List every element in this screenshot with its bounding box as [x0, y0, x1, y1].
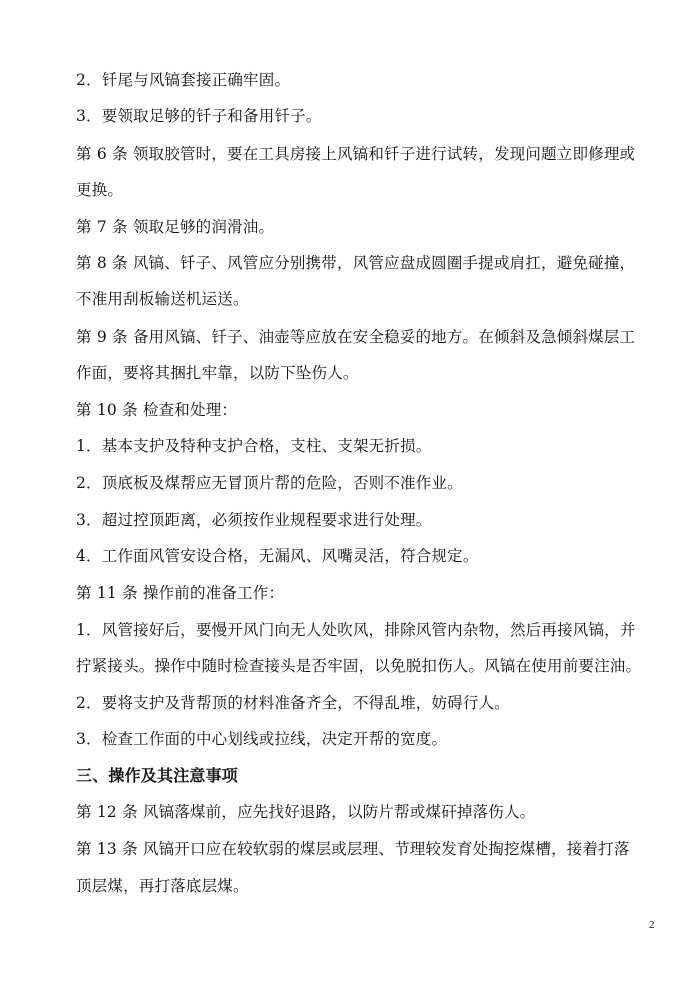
text-line: 3．超过控顶距离，必须按作业规程要求进行处理。 — [76, 511, 432, 529]
text-line: 3．检查工作面的中心划线或拉线，决定开帮的宽度。 — [76, 730, 448, 748]
text-line: 第 11 条 操作前的准备工作： — [76, 584, 285, 602]
text-line: 第 10 条 检查和处理： — [76, 401, 238, 419]
text-line: 1．风管接好后，要慢开风门向无人处吹风，排除风管内杂物，然后再接风镐，并 — [76, 621, 636, 639]
text-line: 2．钎尾与风镐套接正确牢固。 — [76, 71, 291, 89]
text-line: 4．工作面风管安设合格，无漏风、风嘴灵活，符合规定。 — [76, 547, 479, 565]
text-line: 2．顶底板及煤帮应无冒顶片帮的危险，否则不准作业。 — [76, 474, 463, 492]
text-line: 作面，要将其捆扎牢靠，以防下坠伤人。 — [76, 364, 359, 382]
text-line: 1．基本支护及特种支护合格，支柱、支架无折损。 — [76, 437, 432, 455]
text-line: 3．要领取足够的钎子和备用钎子。 — [76, 107, 322, 125]
text-line: 第 8 条 风镐、钎子、风管应分别携带，风管应盘成圆圈手提或肩扛，避免碰撞， — [76, 254, 636, 272]
text-line: 顶层煤，再打落底层煤。 — [76, 877, 249, 895]
text-line: 第 13 条 风镐开口应在较软弱的煤层或层理、节理较发育处掏挖煤槽，接着打落 — [76, 840, 630, 858]
text-line: 更换。 — [76, 181, 124, 199]
text-line: 拧紧接头。操作中随时检查接头是否牢固，以免脱扣伤人。风镐在使用前要注油。 — [76, 657, 642, 675]
text-line: 不准用刮板输送机运送。 — [76, 290, 249, 308]
text-line: 第 7 条 领取足够的润滑油。 — [76, 218, 275, 236]
text-line: 2．要将支护及背帮顶的材料准备齐全，不得乱堆，妨碍行人。 — [76, 694, 510, 712]
page-number: 2 — [649, 919, 655, 931]
text-line: 第 9 条 备用风镐、钎子、油壶等应放在安全稳妥的地方。在倾斜及急倾斜煤层工 — [76, 328, 636, 346]
text-line: 第 12 条 风镐落煤前，应先找好退路，以防片帮或煤矸掉落伤人。 — [76, 803, 536, 821]
text-line: 第 6 条 领取胶管时，要在工具房接上风镐和钎子进行试转，发现问题立即修理或 — [76, 145, 636, 163]
section-heading: 三、操作及其注意事项 — [76, 766, 239, 785]
